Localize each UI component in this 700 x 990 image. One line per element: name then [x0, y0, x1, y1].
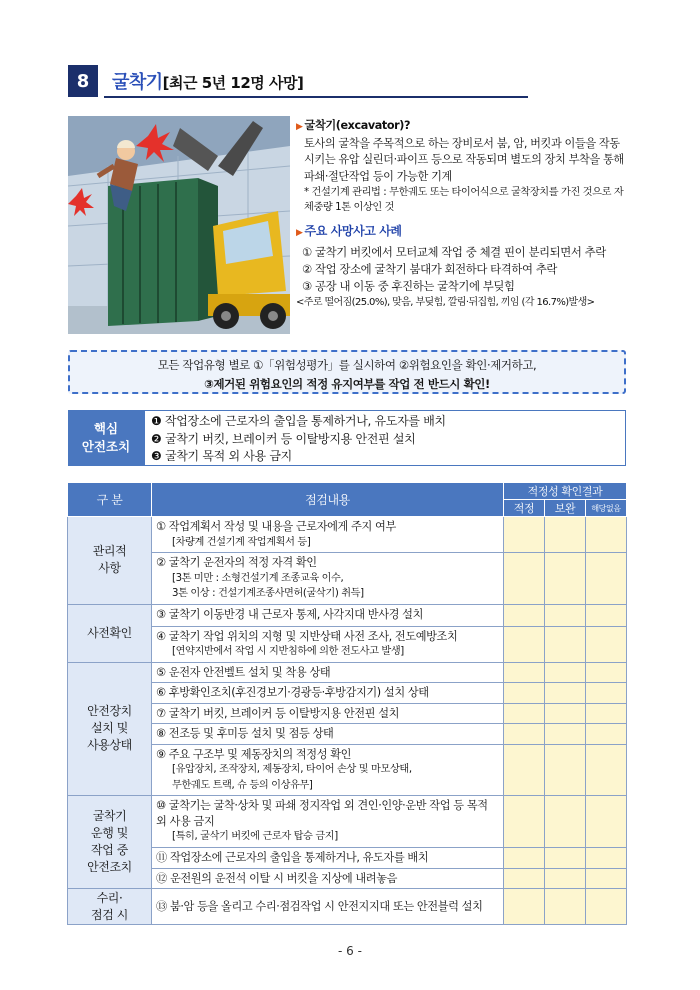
check-item	[152, 703, 504, 724]
result-ok-cell[interactable]	[504, 553, 545, 605]
table-row	[68, 744, 627, 796]
header-content: 점검내용	[152, 483, 504, 517]
definition-body: 토사의 굴착을 주목적으로 하는 장비로서 붐, 암, 버킷과 이들을 작동시키는 유압 실린더·파이프 등으로 작동되며 별도의 장치 부착을 통해 파쇄·절단작업 등이 가능한 기계	[304, 136, 624, 183]
check-item	[152, 724, 504, 745]
row-category: 굴착기 운행 및 작업 중 안전조치	[68, 796, 152, 889]
table-row	[68, 848, 627, 869]
result-ok-cell[interactable]	[504, 889, 545, 925]
check-item-text: ② 굴착기 운전자의 적정 자격 확인	[156, 556, 317, 569]
notice-line-2: ③제거된 위험요인의 적정 유지여부를 작업 전 반드시 확인!	[204, 377, 490, 391]
check-item-text: ⑥ 후방확인조치(후진경보기·경광등·후방감지기) 설치 상태	[156, 686, 429, 699]
result-fix-cell[interactable]	[545, 626, 586, 662]
check-item	[152, 683, 504, 704]
header-result: 적정성 확인결과	[504, 483, 627, 500]
table-row	[68, 553, 627, 605]
table-row	[68, 604, 627, 626]
row-category: 사전확인	[68, 604, 152, 662]
check-item-text: ⑬ 붐·암 등을 올리고 수리·점검작업 시 안전지지대 또는 안전블럭 설치	[156, 899, 483, 913]
notice-line-1: 모든 작업유형 별로 ①「위험성평가」를 실시하여 ②위험요인을 확인·제거하고,	[157, 358, 537, 372]
result-fix-cell[interactable]	[545, 662, 586, 683]
check-item-text: ⑤ 운전자 안전벨트 설치 및 착용 상태	[156, 665, 331, 679]
result-fix-cell[interactable]	[545, 848, 586, 869]
check-item	[152, 553, 504, 605]
core-item: ❶ 작업장소에 근로자의 출입을 통제하거나, 유도자를 배치	[151, 414, 446, 428]
check-item-detail: [차량계 건설기계 작업계획서 등]	[172, 536, 311, 548]
result-na-cell[interactable]	[586, 703, 627, 724]
row-category: 수리· 점검 시	[68, 889, 152, 925]
result-na-cell[interactable]	[586, 744, 627, 796]
check-item	[152, 889, 504, 925]
table-row	[68, 703, 627, 724]
result-fix-cell[interactable]	[545, 604, 586, 626]
check-item-text: ⑨ 주요 구조부 및 제동장치의 적정성 확인	[156, 747, 352, 761]
table-row	[68, 889, 627, 925]
result-ok-cell[interactable]	[504, 848, 545, 869]
cases-heading: ▶ 주요 사망사고 사례	[296, 224, 402, 238]
definition-heading: ▶ 굴착기(excavator)?	[296, 119, 411, 132]
check-item-detail: [특히, 굴삭기 버킷에 근로자 탑승 금지]	[172, 831, 338, 843]
check-item-text: ④ 굴착기 작업 위치의 지형 및 지반상태 사전 조사, 전도예방조치	[156, 629, 458, 643]
page-number: - 6 -	[338, 944, 362, 958]
triangle-icon: ▶	[296, 228, 303, 238]
cases-footnote: <주로 떨어짐(25.0%), 맞음, 부딪힘, 깔림·뒤집힘, 끼임 (각 16.7%)발생>	[296, 296, 595, 308]
check-item-text: ⑪ 작업장소에 근로자의 출입을 통제하거나, 유도자를 배치	[156, 851, 429, 864]
result-ok-cell[interactable]	[504, 724, 545, 745]
case-item: ② 작업 장소에 굴착기 붐대가 회전하다 타격하여 추락	[302, 261, 558, 276]
definition-note: * 건설기계 관리법 : 무한궤도 또는 타이어식으로 굴착장치를 가진 것으로 자체중량 1톤 이상인 것	[304, 187, 624, 213]
title-keyword: 굴착기	[112, 72, 163, 93]
result-fix-cell[interactable]	[545, 683, 586, 704]
case-item: ③ 공장 내 이동 중 후진하는 굴착기에 부딪힘	[302, 278, 515, 293]
result-ok-cell[interactable]	[504, 796, 545, 848]
check-item-text: ⑧ 전조등 및 후미등 설치 및 점등 상태	[156, 727, 334, 740]
check-item	[152, 868, 504, 889]
result-fix-cell[interactable]	[545, 553, 586, 605]
result-ok-cell[interactable]	[504, 626, 545, 662]
table-row	[68, 796, 627, 848]
check-item-text: ③ 굴착기 이동반경 내 근로자 통제, 사각지대 반사경 설치	[156, 608, 423, 622]
result-na-cell[interactable]	[586, 662, 627, 683]
result-na-cell[interactable]	[586, 724, 627, 745]
table-row	[68, 868, 627, 889]
section-number: 8	[68, 65, 98, 97]
header-category: 구 분	[68, 483, 152, 517]
result-ok-cell[interactable]	[504, 662, 545, 683]
check-item	[152, 848, 504, 869]
result-na-cell[interactable]	[586, 683, 627, 704]
excavator-description	[296, 118, 630, 311]
header-fix: 보완	[545, 500, 586, 517]
check-item	[152, 604, 504, 626]
core-measures-label: 핵심 안전조치	[68, 410, 144, 466]
table-row	[68, 626, 627, 662]
table-row	[68, 724, 627, 745]
check-item	[152, 744, 504, 796]
result-fix-cell[interactable]	[545, 796, 586, 848]
cases-list	[296, 244, 630, 295]
check-item	[152, 626, 504, 662]
result-na-cell[interactable]	[586, 517, 627, 553]
table-row	[68, 517, 627, 553]
risk-assessment-notice	[68, 350, 626, 394]
result-ok-cell[interactable]	[504, 703, 545, 724]
result-na-cell[interactable]	[586, 604, 627, 626]
check-item-text: ⑦ 굴착기 버킷, 브레이커 등 이탈방지용 안전핀 설치	[156, 706, 400, 720]
result-na-cell[interactable]	[586, 868, 627, 889]
result-ok-cell[interactable]	[504, 604, 545, 626]
header-na: 해당없음	[586, 500, 627, 517]
check-item	[152, 796, 504, 848]
result-fix-cell[interactable]	[545, 703, 586, 724]
check-item	[152, 517, 504, 553]
result-ok-cell[interactable]	[504, 517, 545, 553]
result-na-cell[interactable]	[586, 848, 627, 869]
result-na-cell[interactable]	[586, 626, 627, 662]
result-fix-cell[interactable]	[545, 517, 586, 553]
result-fix-cell[interactable]	[545, 868, 586, 889]
check-item-text: ① 작업계획서 작성 및 내용을 근로자에게 주지 여부	[156, 520, 396, 533]
check-item	[152, 662, 504, 683]
check-item-text: ⑩ 굴착기는 굴착·상차 및 파쇄 정지작업 외 견인·인양·운반 작업 등 목적 외 사용 금지	[156, 799, 488, 828]
row-category: 관리적 사항	[68, 517, 152, 605]
case-item: ① 굴착기 버킷에서 모터교체 작업 중 체결 핀이 분리되면서 추락	[302, 244, 606, 259]
core-item: ❷ 굴착기 버킷, 브레이커 등 이탈방지용 안전핀 설치	[151, 431, 416, 446]
table-row	[68, 662, 627, 683]
triangle-icon: ▶	[296, 122, 303, 132]
result-na-cell[interactable]	[586, 796, 627, 848]
result-ok-cell[interactable]	[504, 744, 545, 796]
result-ok-cell[interactable]	[504, 683, 545, 704]
page-title	[112, 68, 303, 94]
header-ok: 적정	[504, 500, 545, 517]
result-fix-cell[interactable]	[545, 889, 586, 925]
check-item-detail: [유압장치, 조작장치, 제동장치, 타이어 손상 및 마모상태, 무한궤도 트랙, 슈 등의 이상유무]	[172, 764, 412, 791]
excavator-accident-illustration	[68, 116, 290, 334]
row-category: 안전장치 설치 및 사용상태	[68, 662, 152, 796]
checklist-table	[67, 482, 627, 925]
core-measures-list	[144, 410, 626, 466]
title-subtitle: [최근 5년 12명 사망]	[162, 74, 304, 92]
result-na-cell[interactable]	[586, 889, 627, 925]
result-fix-cell[interactable]	[545, 724, 586, 745]
core-item: ❸ 굴착기 목적 외 사용 금지	[151, 449, 292, 463]
table-row	[68, 683, 627, 704]
result-na-cell[interactable]	[586, 553, 627, 605]
check-item-detail: [연약지반에서 작업 시 지반침하에 의한 전도사고 발생]	[172, 646, 404, 657]
check-item-detail: [3톤 미만 : 소형건설기계 조종교육 이수, 3톤 이상 : 건설기계조종사면허(굴삭기) 취득]	[172, 572, 364, 599]
title-underline	[104, 96, 528, 98]
check-item-text: ⑫ 운전원의 운전석 이탈 시 버킷을 지상에 내려놓음	[156, 871, 398, 885]
result-ok-cell[interactable]	[504, 868, 545, 889]
result-fix-cell[interactable]	[545, 744, 586, 796]
